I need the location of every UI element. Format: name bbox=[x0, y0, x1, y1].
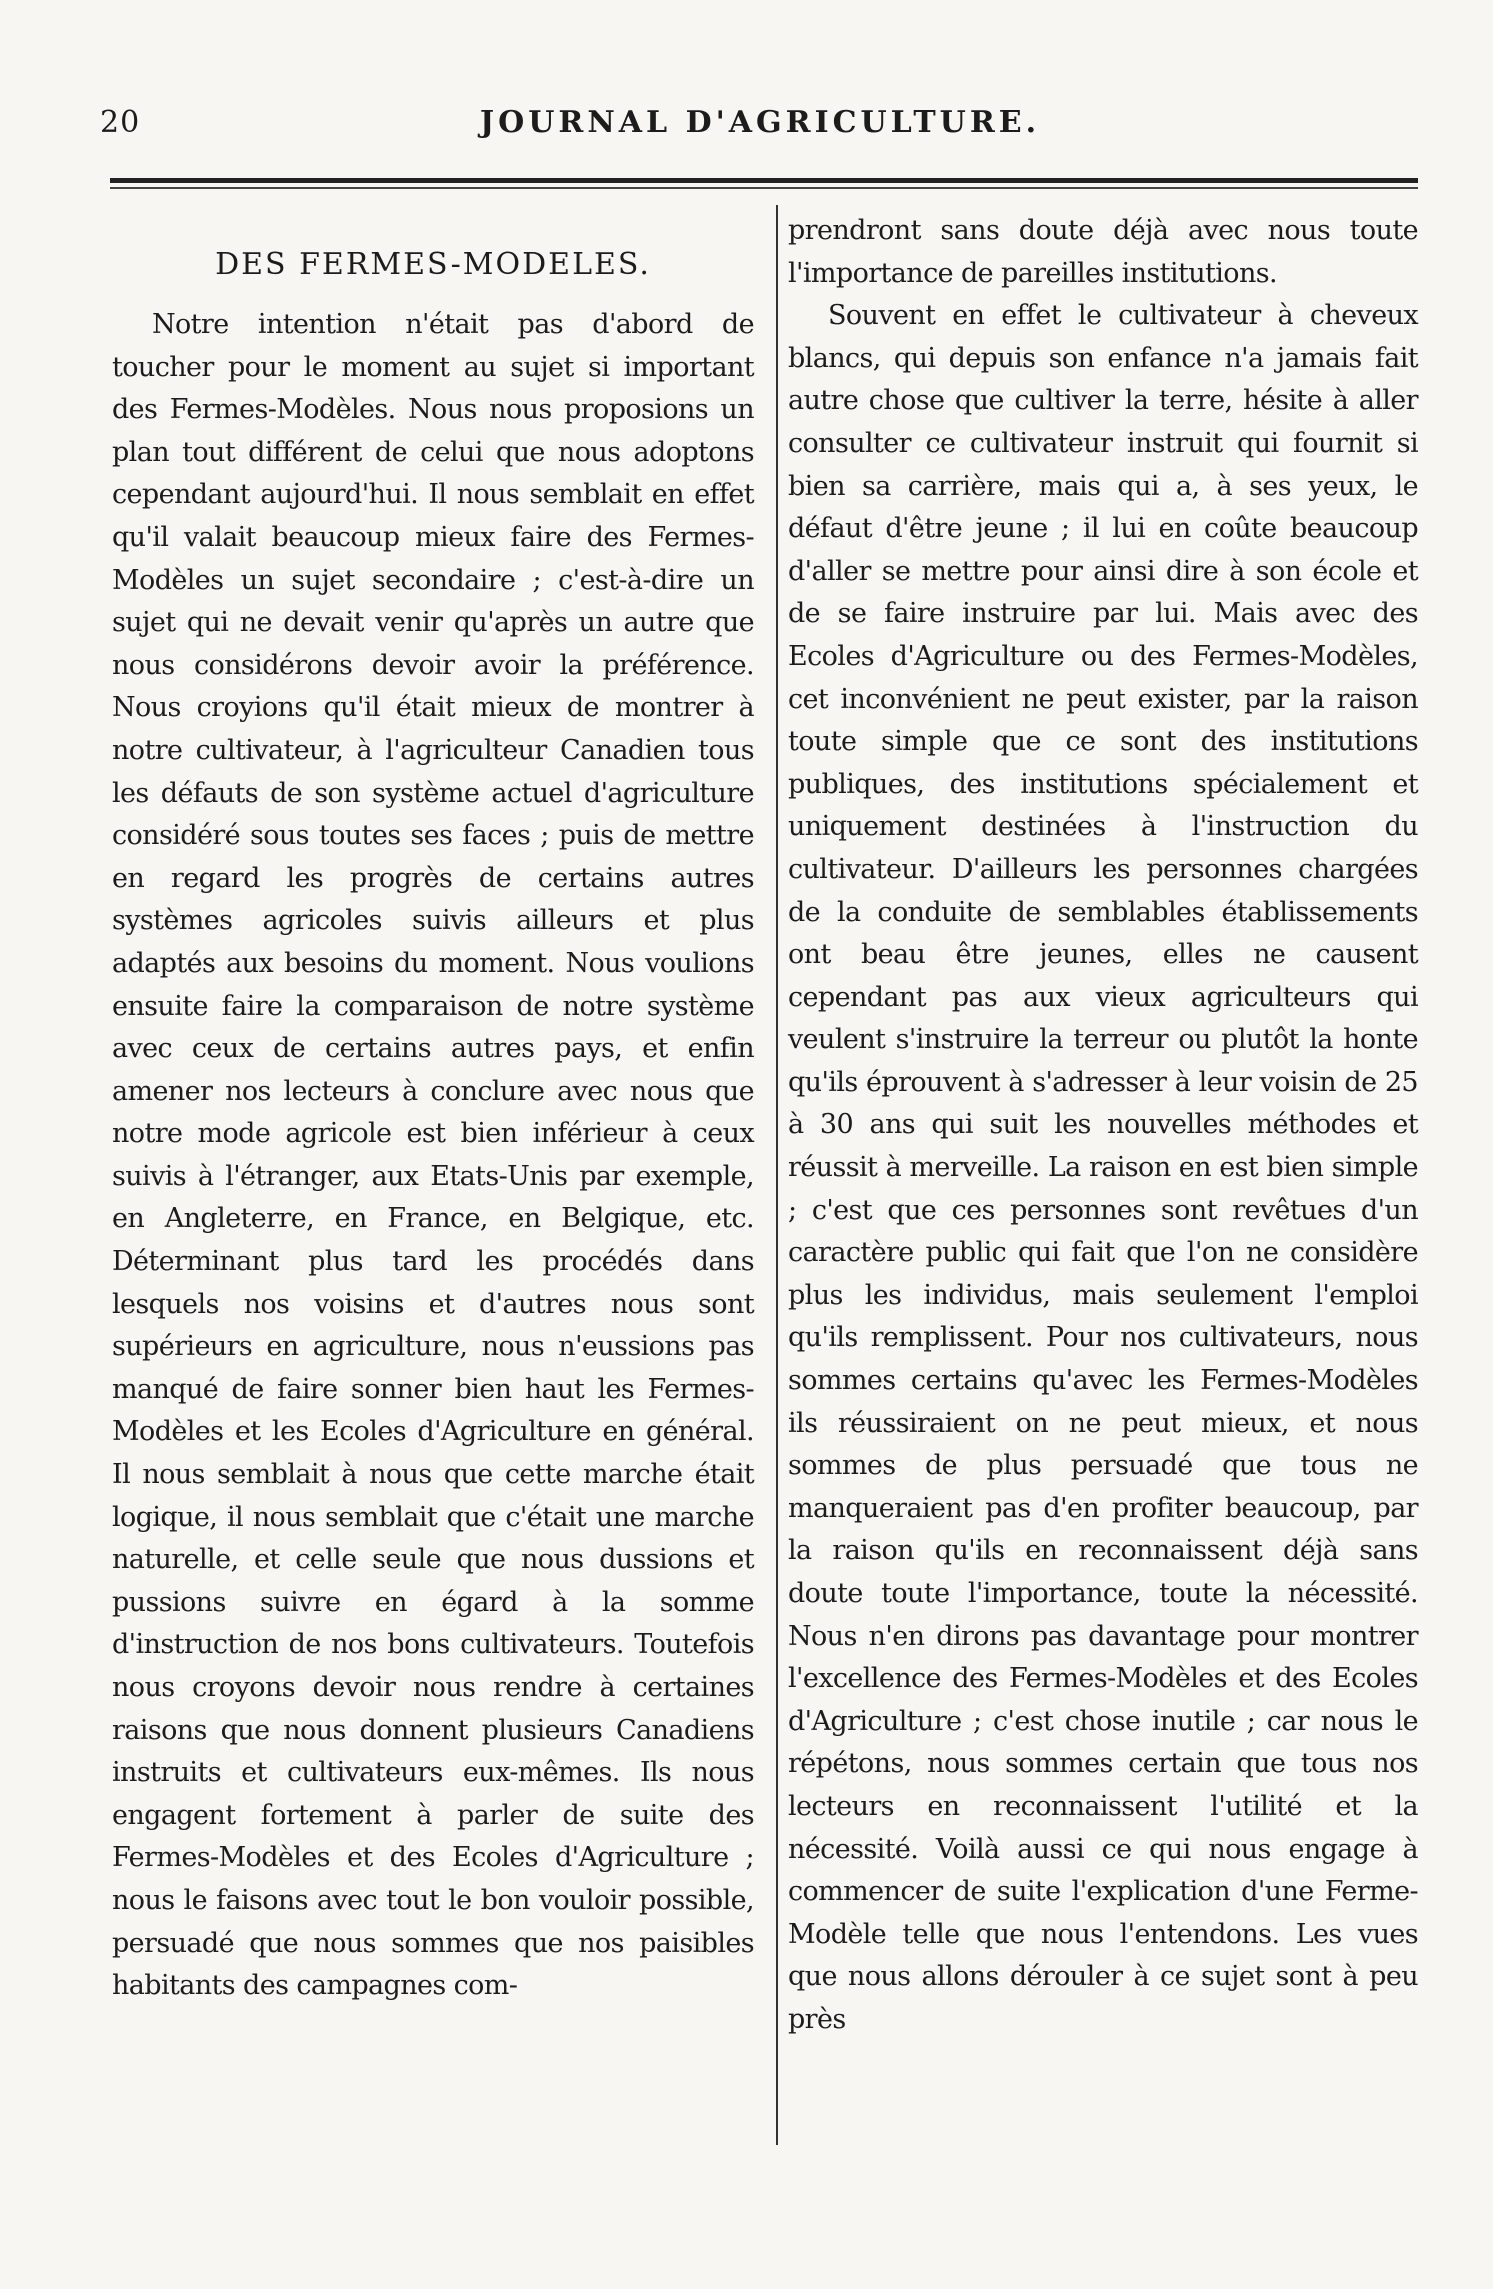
page-header bbox=[100, 105, 1420, 155]
right-column bbox=[788, 210, 1418, 2042]
article-title: DES FERMES-MODELES. bbox=[215, 247, 651, 282]
article-paragraph-2: Souvent en effet le cultivateur à cheveux blancs, qui depuis son enfance n'a jamais fait autre chose que cultiver la terre, hésite à aller consulter ce cultivateur instruit qui fournit si bien sa carrière, mais qui a, à ses yeux, le défaut d'être jeune ; il lui en coûte beaucoup d'aller se mettre pour ainsi dire à son école et de se faire instruire par lui. Mais avec des Ecoles d'Agriculture ou des Fermes-Modèles, cet inconvénient ne peut exister, par la raison toute simple que ce sont des institutions publiques, des institutions spécialement et uniquement destinées à l'instruction du cultivateur. D'ailleurs les personnes chargées de la conduite de semblables établissements ont beau être jeunes, elles ne causent cependant pas aux vieux agriculteurs qui veulent s'instruire la terreur ou plutôt la honte qu'ils éprouvent à s'adresser à leur voisin de 25 à 30 ans qui suit les nouvelles méthodes et réussit à merveille. La raison en est bien simple ; c'est que ces personnes sont revêtues d'un caractère public qui fait que l'on ne considère plus les individus, mais seulement l'emploi qu'ils remplissent. Pour nos cultivateurs, nous sommes certains qu'avec les Fermes-Modèles ils réussiraient on ne peut mieux, et nous sommes de plus persuadé que tous ne manqueraient pas d'en profiter beaucoup, par la raison qu'ils en reconnaissent déjà sans doute toute l'importance, toute la nécessité. Nous n'en dirons pas davantage pour montrer l'excellence des Fermes-Modèles et des Ecoles d'Agriculture ; c'est chose inutile ; car nous le répétons, nous sommes certain que tous nos lecteurs en reconnaissent l'utilité et la nécessité. Voilà aussi ce qui nous engage à commencer de suite l'explication d'une Ferme-Modèle telle que nous l'entendons. Les vues que nous allons dérouler à ce sujet sont à peu près bbox=[788, 300, 1418, 2035]
article-paragraph-1-continued: prendront sans doute déjà avec nous toute l'importance de pareilles institutions. bbox=[788, 215, 1418, 289]
header-rule-thin bbox=[110, 187, 1418, 189]
left-column bbox=[112, 210, 754, 2008]
header-rule-thick bbox=[110, 178, 1418, 183]
page-number: 20 bbox=[100, 105, 141, 140]
running-title: JOURNAL D'AGRICULTURE. bbox=[479, 105, 1041, 140]
article-paragraph-1: Notre intention n'était pas d'abord de toucher pour le moment au sujet si important des Fermes-Modèles. Nous nous proposions un plan tout différent de celui que nous adoptons cependant aujourd'hui. Il nous semblait en effet qu'il valait beaucoup mieux faire des Fermes-Modèles un sujet secondaire ; c'est-à-dire un sujet qui ne devait venir qu'après un autre que nous considérons devoir avoir la préférence. Nous croyions qu'il était mieux de montrer à notre cultivateur, à l'agriculteur Canadien tous les défauts de son système actuel d'agriculture considéré sous toutes ses faces ; puis de mettre en regard les progrès de certains autres systèmes agricoles suivis ailleurs et plus adaptés aux besoins du moment. Nous voulions ensuite faire la comparaison de notre système avec ceux de certains autres pays, et enfin amener nos lecteurs à conclure avec nous que notre mode agricole est bien inférieur à ceux suivis à l'étranger, aux Etats-Unis par exemple, en Angleterre, en France, en Belgique, etc. Déterminant plus tard les procédés dans lesquels nos voisins et d'autres nous sont supérieurs en agriculture, nous n'eussions pas manqué de faire sonner bien haut les Fermes-Modèles et les Ecoles d'Agriculture en général. Il nous semblait à nous que cette marche était logique, il nous semblait que c'était une marche naturelle, et celle seule que nous dussions et pussions suivre en égard à la somme d'instruction de nos bons cultivateurs. Toutefois nous croyons devoir nous rendre à certaines raisons que nous donnent plusieurs Canadiens instruits et cultivateurs eux-mêmes. Ils nous engagent fortement à parler de suite des Fermes-Modèles et des Ecoles d'Agriculture ; nous le faisons avec tout le bon vouloir possible, persuadé que nous sommes que nos paisibles habitants des campagnes com- bbox=[112, 309, 754, 2002]
column-divider bbox=[776, 205, 778, 2145]
